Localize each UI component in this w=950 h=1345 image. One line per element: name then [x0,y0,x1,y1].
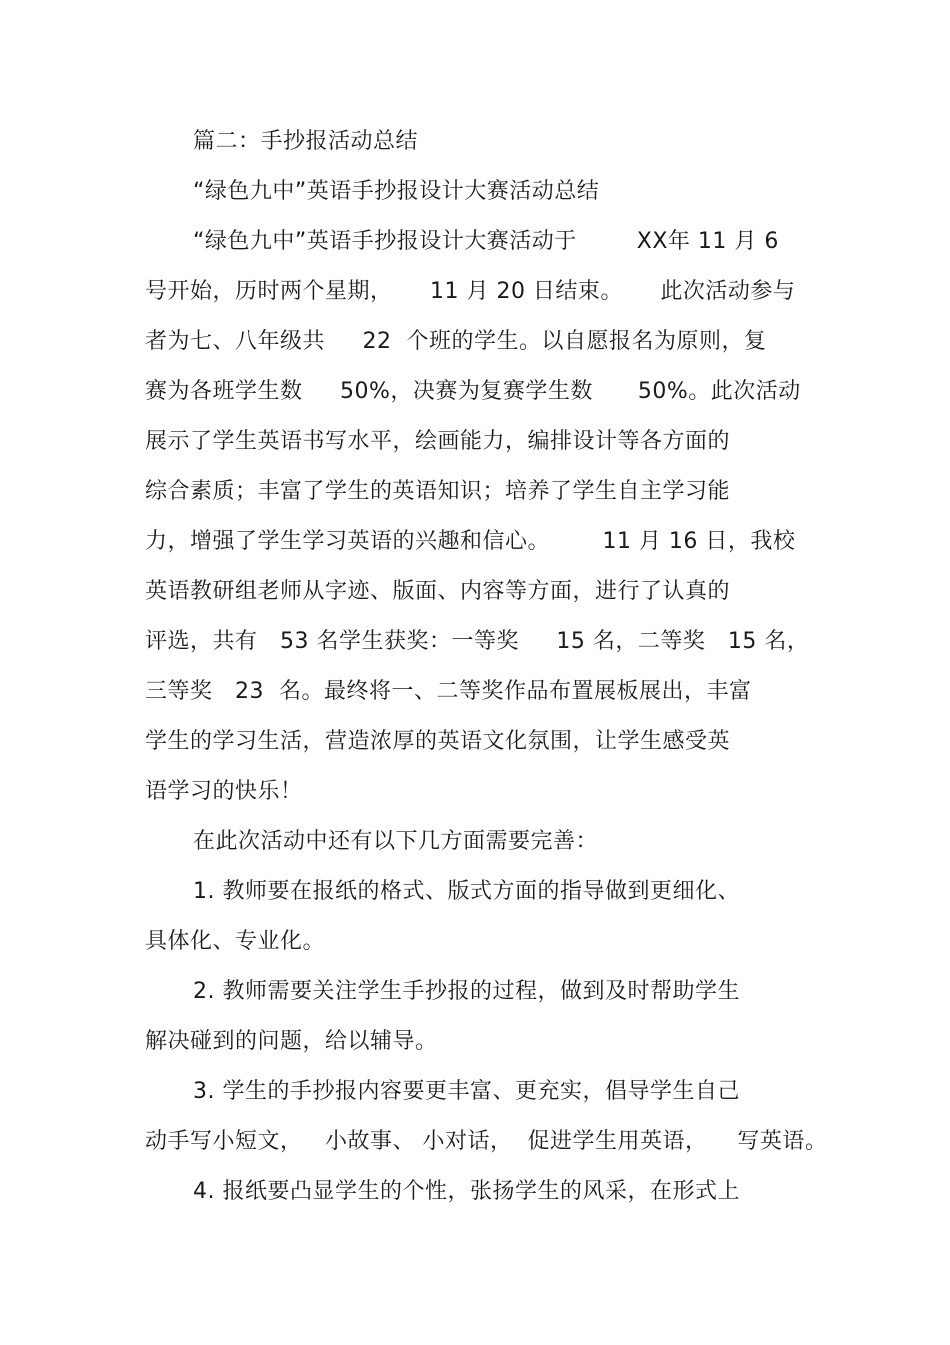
list-item-4-line-1: 4. 报纸要凸显学生的个性，张扬学生的风采，在形式上 [193,1179,740,1204]
body-line-3: 者为七、八年级共 22 个班的学生。以自愿报名为原则，复 [145,329,767,354]
body-line-1: “绿色九中”英语手抄报设计大赛活动于 XX年 11 月 6 [193,229,779,254]
body-line-8: 英语教研组老师从字迹、版面、内容等方面，进行了认真的 [145,579,731,604]
body-line-5: 展示了学生英语书写水平，绘画能力，编排设计等各方面的 [145,429,731,454]
body-line-10: 三等奖 23 名。最终将一、二等奖作品布置展板展出，丰富 [145,679,752,704]
body-line-6: 综合素质；丰富了学生的英语知识；培养了学生自主学习能 [145,479,731,504]
body-line-7: 力，增强了学生学习英语的兴趣和信心。 11 月 16 日，我校 [145,529,796,554]
list-item-2-line-1: 2. 教师需要关注学生手抄报的过程，做到及时帮助学生 [193,979,740,1004]
list-item-2-line-2: 解决碰到的问题，给以辅导。 [145,1029,438,1054]
body-line-4: 赛为各班学生数 50%，决赛为复赛学生数 50%。此次活动 [145,379,801,404]
document-title: “绿色九中”英语手抄报设计大赛活动总结 [193,179,600,204]
body-line-9: 评选，共有 53 名学生获奖：一等奖 15 名，二等奖 15 名， [145,629,810,654]
list-item-3-line-2: 动手写小短文， 小故事、 小对话， 促进学生用英语， 写英语。 [145,1129,828,1154]
body-line-12: 语学习的快乐！ [145,779,303,804]
list-item-1-line-2: 具体化、专业化。 [145,929,326,954]
section-heading: 篇二：手抄报活动总结 [193,129,419,154]
list-item-1-line-1: 1. 教师要在报纸的格式、版式方面的指导做到更细化、 [193,879,740,904]
body-line-11: 学生的学习生活，营造浓厚的英语文化氛围，让学生感受英 [145,729,731,754]
improvement-intro: 在此次活动中还有以下几方面需要完善： [193,829,599,854]
body-line-2: 号开始，历时两个星期， 11 月 20 日结束。 此次活动参与 [145,279,796,304]
list-item-3-line-1: 3. 学生的手抄报内容要更丰富、更充实，倡导学生自己 [193,1079,740,1104]
